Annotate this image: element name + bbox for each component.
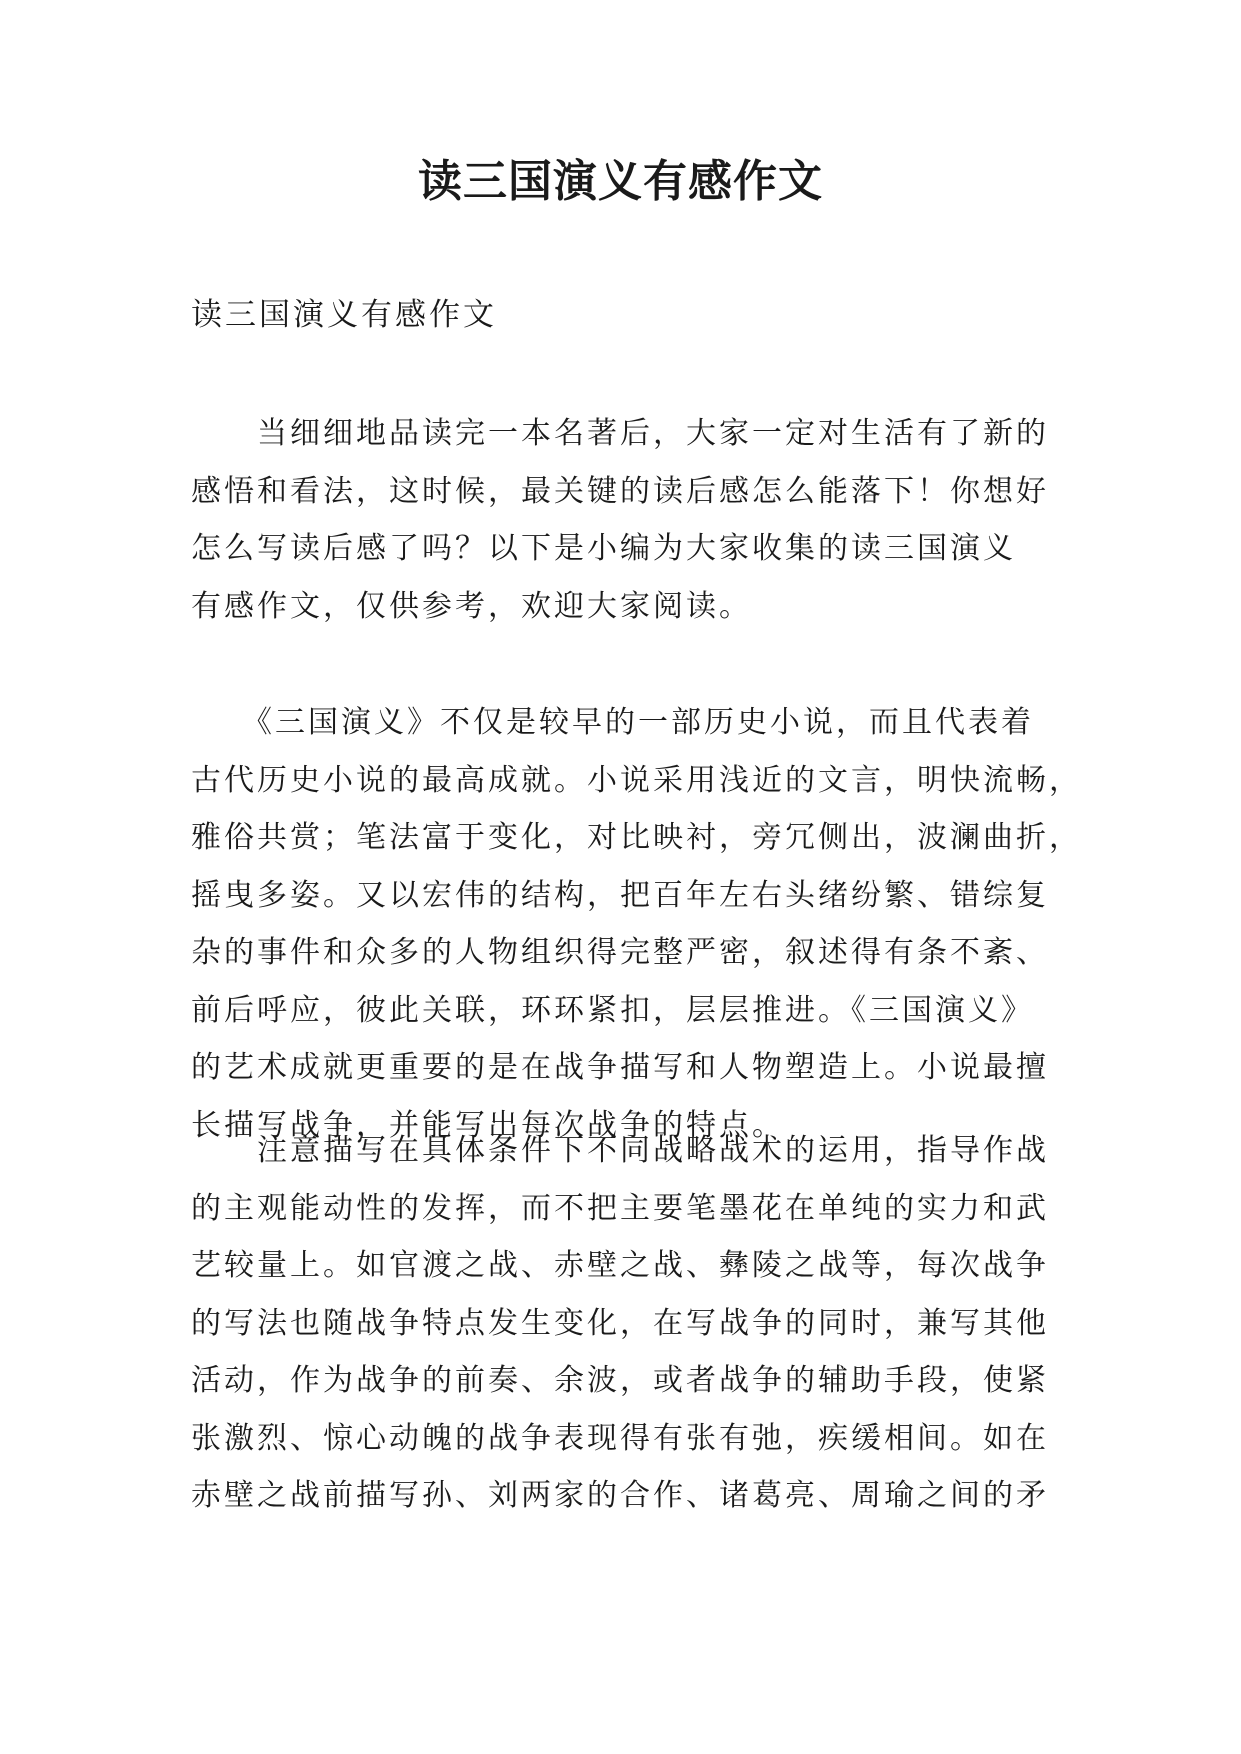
paragraph-body-2 (191, 1122, 1071, 1525)
text-line: 怎么写读后感了吗？以下是小编为大家收集的读三国演义 (191, 531, 1016, 566)
text-line: 雅俗共赏；笔法富于变化，对比映衬，旁冗侧出，波澜曲折， (191, 820, 1082, 855)
text-line: 的写法也随战争特点发生变化，在写战争的同时，兼写其他 (191, 1305, 1049, 1341)
document-title: 读三国演义有感作文 (418, 156, 823, 207)
text-line: 《三国演义》不仅是较早的一部历史小说，而且代表着 (191, 705, 1034, 740)
text-line: 赤壁之战前描写孙、刘两家的合作、诸葛亮、周瑜之间的矛 (191, 1478, 1049, 1513)
text-line: 艺较量上。如官渡之战、赤壁之战、彝陵之战等，每次战争 (191, 1248, 1049, 1283)
paragraph-body-1 (191, 694, 1082, 1154)
text-line: 的艺术成就更重要的是在战争描写和人物塑造上。小说最擅 (191, 1050, 1049, 1085)
paragraph-intro (191, 405, 1071, 635)
text-line: 感悟和看法，这时候，最关键的读后感怎么能落下！你想好 (191, 473, 1049, 509)
text-line: 的主观能动性的发挥，而不把主要笔墨花在单纯的实力和武 (191, 1190, 1049, 1226)
text-line: 活动，作为战争的前奏、余波，或者战争的辅助手段，使紧 (191, 1363, 1049, 1398)
text-line: 杂的事件和众多的人物组织得完整严密，叙述得有条不紊、 (191, 935, 1049, 970)
text-line: 前后呼应，彼此关联，环环紧扣，层层推进。《三国演义》 (191, 992, 1034, 1028)
text-line: 长描写战争，并能写出每次战争的特点。 (191, 1107, 785, 1143)
text-line: 古代历史小说的最高成就。小说采用浅近的文言，明快流畅， (191, 762, 1082, 798)
text-line: 当细细地品读完一本名著后，大家一定对生活有了新的 (191, 416, 1049, 451)
text-line: 注意描写在具体条件下不同战略战术的运用，指导作战 (191, 1133, 1049, 1168)
document-subtitle: 读三国演义有感作文 (191, 297, 497, 333)
text-line: 有感作文，仅供参考，欢迎大家阅读。 (191, 588, 752, 624)
text-line: 摇曳多姿。又以宏伟的结构，把百年左右头绪纷繁、错综复 (191, 877, 1049, 913)
text-line: 张激烈、惊心动魄的战争表现得有张有弛，疾缓相间。如在 (191, 1420, 1049, 1456)
